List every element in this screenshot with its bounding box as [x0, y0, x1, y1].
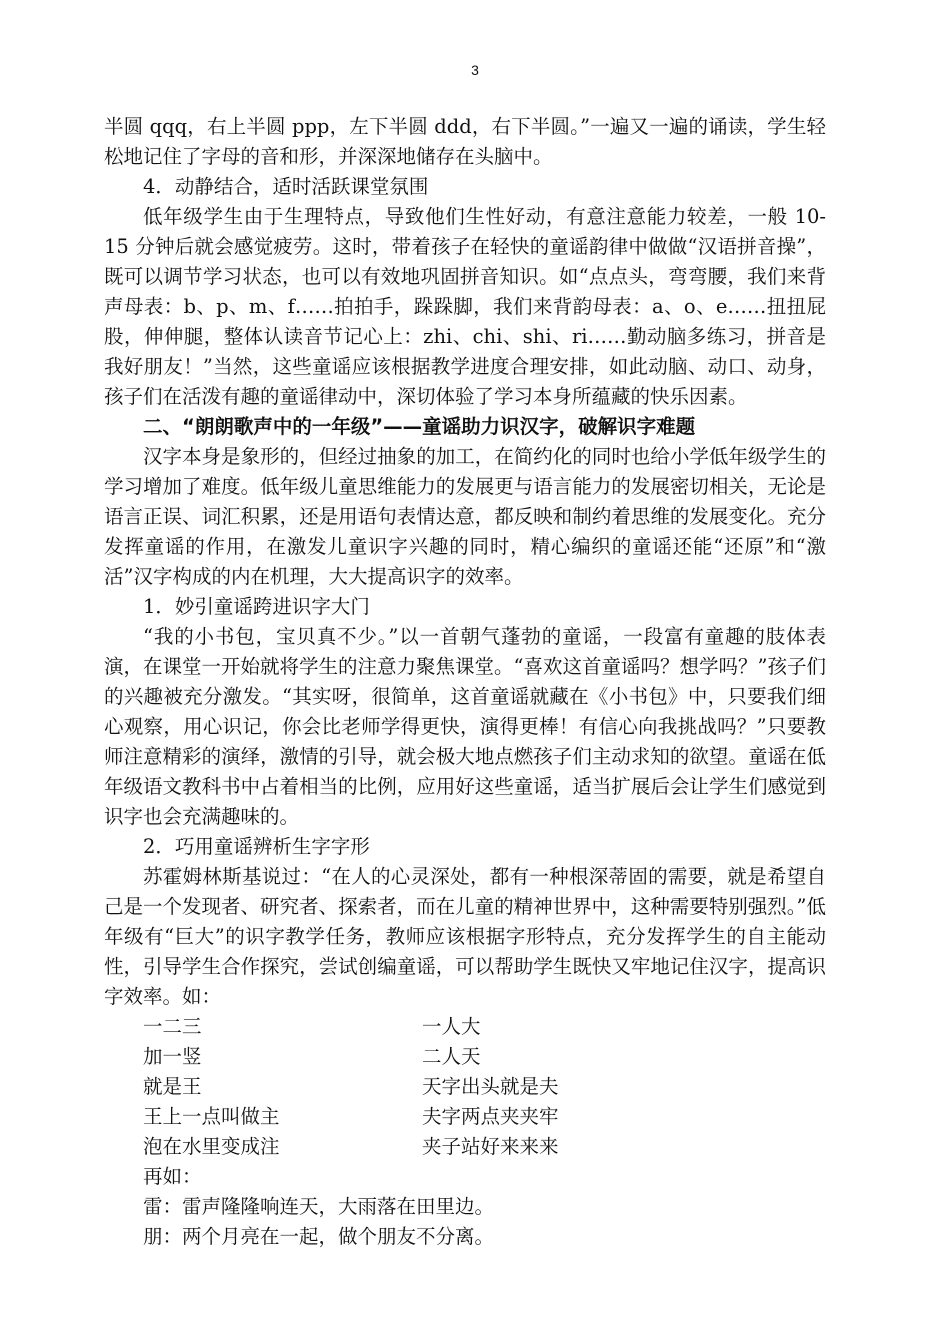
- rhyme-right-line: 天字出头就是夫: [422, 1075, 559, 1098]
- rhyme-right-line: 夫字两点夹夹牢: [422, 1105, 559, 1128]
- paragraph: 低年级学生由于生理特点，导致他们生性好动，有意注意能力较差，一般 10-15 分钟后就会感觉疲劳。这时，带着孩子在轻快的童谣韵律中做做“汉语拼音操”，既可以调节学习状态，也可以有效地巩固拼音知识。如“点点头，弯弯腰，我们来背声母表：b、p、m、f……拍拍手，跺跺脚，我们来背韵母表：a、o、e……扭扭屁股，伸伸腿，整体认读音节记心上：zhi、chi、shi、ri……勤动脑多练习，拼音是我好朋友！”当然，这些童谣应该根据教学进度合理安排，如此动脑、动口、动身，孩子们在活泼有趣的童谣律动中，深切体验了学习本身所蕴藏的快乐因素。: [104, 205, 826, 408]
- paragraph: 苏霍姆林斯基说过：“在人的心灵深处，都有一种根深蒂固的需要，就是希望自己是一个发现者、研究者、探索者，而在儿童的精神世界中，这种需要特别强烈。”低年级有“巨大”的识字教学任务，教师应该根据字形特点，充分发挥学生的自主能动性，引导学生合作探究，尝试创编童谣，可以帮助学生既快又牢地记住汉字，提高识字效率。如：: [104, 865, 826, 1008]
- rhyme-left-line: 就是王: [143, 1075, 202, 1098]
- rhyme-row: [143, 1132, 826, 1162]
- rhyme-right-line: 一人大: [422, 1015, 481, 1038]
- subheading-1: 1．妙引童谣跨进识字大门: [143, 595, 370, 618]
- rhyme-left-line: 一二三: [143, 1015, 202, 1038]
- body-text: [104, 112, 826, 1252]
- rhyme-left-line: 加一竖: [143, 1045, 202, 1068]
- section-heading-2: 二、“朗朗歌声中的一年级”——童谣助力识汉字，破解识字难题: [143, 415, 696, 438]
- paragraph-continuation: 半圆 qqq，右上半圆 ppp，左下半圆 ddd，右下半圆。”一遍又一遍的诵读，学生轻松地记住了字母的音和形，并深深地储存在头脑中。: [104, 115, 826, 168]
- page-number: 3: [471, 62, 479, 78]
- paragraph: 汉字本身是象形的，但经过抽象的加工，在简约化的同时也给小学低年级学生的学习增加了难度。低年级儿童思维能力的发展更与语言能力的发展密切相关，无论是语言正误、词汇积累，还是用语句表情达意，都反映和制约着思维的发展变化。充分发挥童谣的作用，在激发儿童识字兴趣的同时，精心编织的童谣还能“还原”和“激活”汉字构成的内在机理，大大提高识字的效率。: [104, 445, 826, 588]
- subheading-2: 2．巧用童谣辨析生字字形: [143, 835, 370, 858]
- rhyme-table: [104, 1012, 826, 1162]
- rhyme-row: [143, 1102, 826, 1132]
- rhyme-left-line: 泡在水里变成注: [143, 1135, 280, 1158]
- paragraph: “我的小书包，宝贝真不少。”以一首朝气蓬勃的童谣，一段富有童趣的肢体表演，在课堂一开始就将学生的注意力聚焦课堂。“喜欢这首童谣吗？想学吗？”孩子们的兴趣被充分激发。“其实呀，很简单，这首童谣就藏在《小书包》中，只要我们细心观察，用心识记，你会比老师学得更快，演得更棒！有信心向我挑战吗？”只要教师注意精彩的演绎，激情的引导，就会极大地点燃孩子们主动求知的欲望。童谣在低年级语文教科书中占着相当的比例，应用好这些童谣，适当扩展后会让学生们感觉到识字也会充满趣味的。: [104, 625, 826, 828]
- rhyme-example: 朋：两个月亮在一起，做个朋友不分离。: [143, 1225, 495, 1248]
- rhyme-row: [143, 1012, 826, 1042]
- rhyme-right-line: 二人天: [422, 1045, 481, 1068]
- rhyme-example: 雷：雷声隆隆响连天，大雨落在田里边。: [143, 1195, 495, 1218]
- paragraph: 再如：: [143, 1165, 202, 1188]
- rhyme-left-line: 王上一点叫做主: [143, 1105, 280, 1128]
- rhyme-right-line: 夹子站好来来来: [422, 1135, 559, 1158]
- subheading-4: 4．动静结合，适时活跃课堂氛围: [143, 175, 429, 198]
- rhyme-row: [143, 1072, 826, 1102]
- rhyme-row: [143, 1042, 826, 1072]
